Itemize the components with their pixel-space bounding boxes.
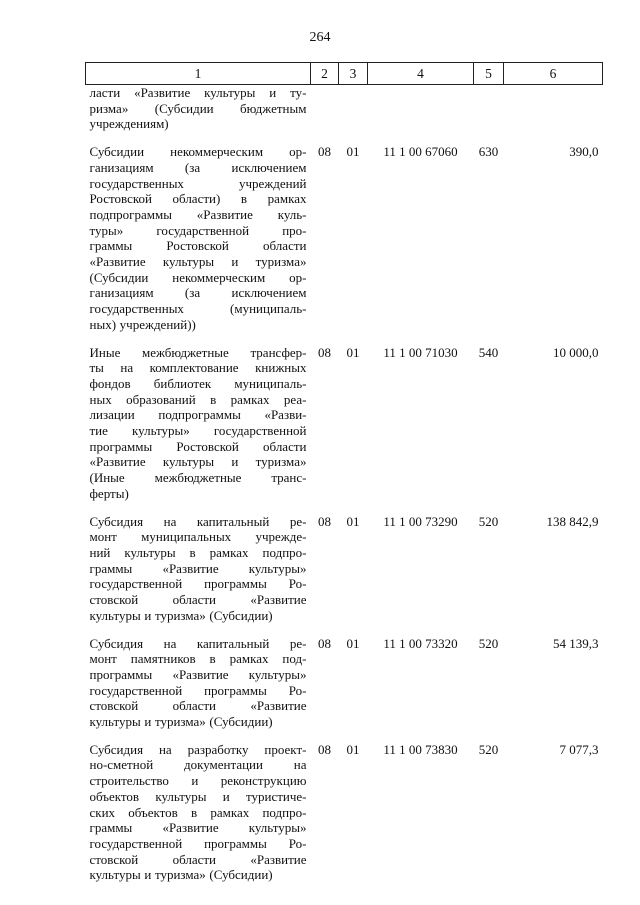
header-col-5: 5 bbox=[474, 63, 504, 85]
header-col-6: 6 bbox=[504, 63, 603, 85]
description-line: монт памятников в рамках под- bbox=[89, 651, 307, 667]
target-article-code: 11 1 00 73320 bbox=[383, 635, 458, 651]
target-article-code: 11 1 00 67060 bbox=[383, 144, 458, 160]
description-line: лизации подпрограммы «Разви- bbox=[89, 407, 307, 423]
description-line: стовской области «Развитие bbox=[89, 851, 307, 867]
description-line: строительство и реконструкцию bbox=[89, 773, 307, 789]
header-col-3: 3 bbox=[339, 63, 368, 85]
description-line: но-сметной документации на bbox=[89, 757, 307, 773]
amount: 138 842,9 bbox=[546, 513, 599, 529]
description-line: государственных (муниципаль- bbox=[89, 301, 307, 317]
target-article-code bbox=[368, 85, 474, 145]
description-line: Субсидия на разработку проект- bbox=[89, 741, 307, 757]
description-line: (Иные межбюджетные транс- bbox=[89, 470, 307, 486]
table-row bbox=[86, 742, 603, 895]
section-code bbox=[311, 85, 339, 145]
description-line: культуры и туризма» (Субсидии) bbox=[89, 867, 273, 883]
description-line: граммы «Развитие культуры» bbox=[89, 560, 307, 576]
description-line: ных образований в рамках реа- bbox=[89, 391, 307, 407]
description-line: Субсидия на капитальный ре- bbox=[89, 635, 307, 651]
description-line: объектов культуры и туристиче- bbox=[89, 788, 307, 804]
description-line: фондов библиотек муниципаль- bbox=[89, 375, 307, 391]
amount: 7 077,3 bbox=[559, 741, 599, 757]
budget-table bbox=[85, 62, 603, 895]
subsection-code bbox=[339, 85, 368, 145]
amount: 54 139,3 bbox=[553, 635, 599, 651]
header-col-1: 1 bbox=[86, 63, 311, 85]
expense-type-code: 630 bbox=[478, 144, 499, 160]
table-body bbox=[86, 85, 603, 896]
description-line: граммы Ростовской области bbox=[89, 238, 307, 254]
section-code: 08 bbox=[318, 144, 331, 160]
target-article-code: 11 1 00 73830 bbox=[383, 741, 458, 757]
description-line: государственной программы Ро- bbox=[89, 576, 307, 592]
header-row bbox=[86, 63, 603, 85]
description-line: ний культуры в рамках подпро- bbox=[89, 544, 307, 560]
table-row bbox=[86, 144, 603, 344]
description-line: ризма» (Субсидии бюджетным bbox=[89, 100, 307, 116]
row-description bbox=[86, 514, 311, 636]
description-line: культуры и туризма» (Субсидии) bbox=[89, 607, 273, 623]
description-line: «Развитие культуры и туризма» bbox=[89, 454, 307, 470]
description-line: государственной программы Ро- bbox=[89, 835, 307, 851]
page-number: 264 bbox=[309, 30, 331, 45]
row-description bbox=[86, 345, 311, 514]
section-code: 08 bbox=[318, 344, 331, 360]
section-code: 08 bbox=[318, 513, 331, 529]
row-description bbox=[86, 144, 311, 344]
expense-type-code: 520 bbox=[478, 513, 499, 529]
expense-type-code: 540 bbox=[478, 344, 499, 360]
description-line: монт муниципальных учрежде- bbox=[89, 529, 307, 545]
description-line: ганизациям (за исключением bbox=[89, 159, 307, 175]
amount: 10 000,0 bbox=[553, 344, 599, 360]
table-row bbox=[86, 345, 603, 514]
description-line: тие культуры» государственной bbox=[89, 423, 307, 439]
description-line: подпрограммы «Развитие куль- bbox=[89, 206, 307, 222]
expense-type-code bbox=[474, 85, 504, 145]
subsection-code: 01 bbox=[346, 144, 360, 160]
target-article-code: 11 1 00 71030 bbox=[383, 344, 458, 360]
amount: 390,0 bbox=[569, 144, 599, 160]
description-line: программы Ростовской области bbox=[89, 438, 307, 454]
description-line: ганизациям (за исключением bbox=[89, 285, 307, 301]
description-line: туры» государственной про- bbox=[89, 222, 307, 238]
table-row bbox=[86, 85, 603, 145]
subsection-code: 01 bbox=[346, 741, 360, 757]
expense-type-code: 520 bbox=[478, 741, 499, 757]
description-line: программы «Развитие культуры» bbox=[89, 666, 307, 682]
description-line: учреждениям) bbox=[89, 116, 169, 132]
table-header bbox=[86, 63, 603, 85]
row-description bbox=[86, 636, 311, 742]
description-line: граммы «Развитие культуры» bbox=[89, 820, 307, 836]
description-line: стовской области «Развитие bbox=[89, 698, 307, 714]
amount bbox=[504, 85, 603, 145]
subsection-code: 01 bbox=[346, 635, 360, 651]
description-line: ласти «Развитие культуры и ту- bbox=[89, 85, 307, 100]
row-description bbox=[86, 85, 311, 145]
target-article-code: 11 1 00 73290 bbox=[383, 513, 458, 529]
description-line: Субсидии некоммерческим ор- bbox=[89, 144, 307, 160]
description-line: государственных учреждений bbox=[89, 175, 307, 191]
description-line: стовской области «Развитие bbox=[89, 592, 307, 608]
row-description bbox=[86, 742, 311, 895]
section-code: 08 bbox=[318, 635, 331, 651]
description-line: ты на комплектование книжных bbox=[89, 360, 307, 376]
description-line: ферты) bbox=[89, 485, 129, 501]
description-line: Ростовской области) в рамках bbox=[89, 191, 307, 207]
description-line: ских объектов в рамках подпро- bbox=[89, 804, 307, 820]
section-code: 08 bbox=[318, 741, 331, 757]
description-line: ных) учреждений)) bbox=[89, 316, 196, 332]
header-col-4: 4 bbox=[368, 63, 474, 85]
table-row bbox=[86, 636, 603, 742]
header-col-2: 2 bbox=[311, 63, 339, 85]
description-line: (Субсидии некоммерческим ор- bbox=[89, 269, 307, 285]
subsection-code: 01 bbox=[346, 344, 360, 360]
description-line: «Развитие культуры и туризма» bbox=[89, 254, 307, 270]
description-line: Субсидия на капитальный ре- bbox=[89, 513, 307, 529]
subsection-code: 01 bbox=[346, 513, 360, 529]
description-line: государственной программы Ро- bbox=[89, 682, 307, 698]
expense-type-code: 520 bbox=[478, 635, 499, 651]
table-row bbox=[86, 514, 603, 636]
description-line: культуры и туризма» (Субсидии) bbox=[89, 714, 273, 730]
description-line: Иные межбюджетные трансфер- bbox=[89, 344, 307, 360]
